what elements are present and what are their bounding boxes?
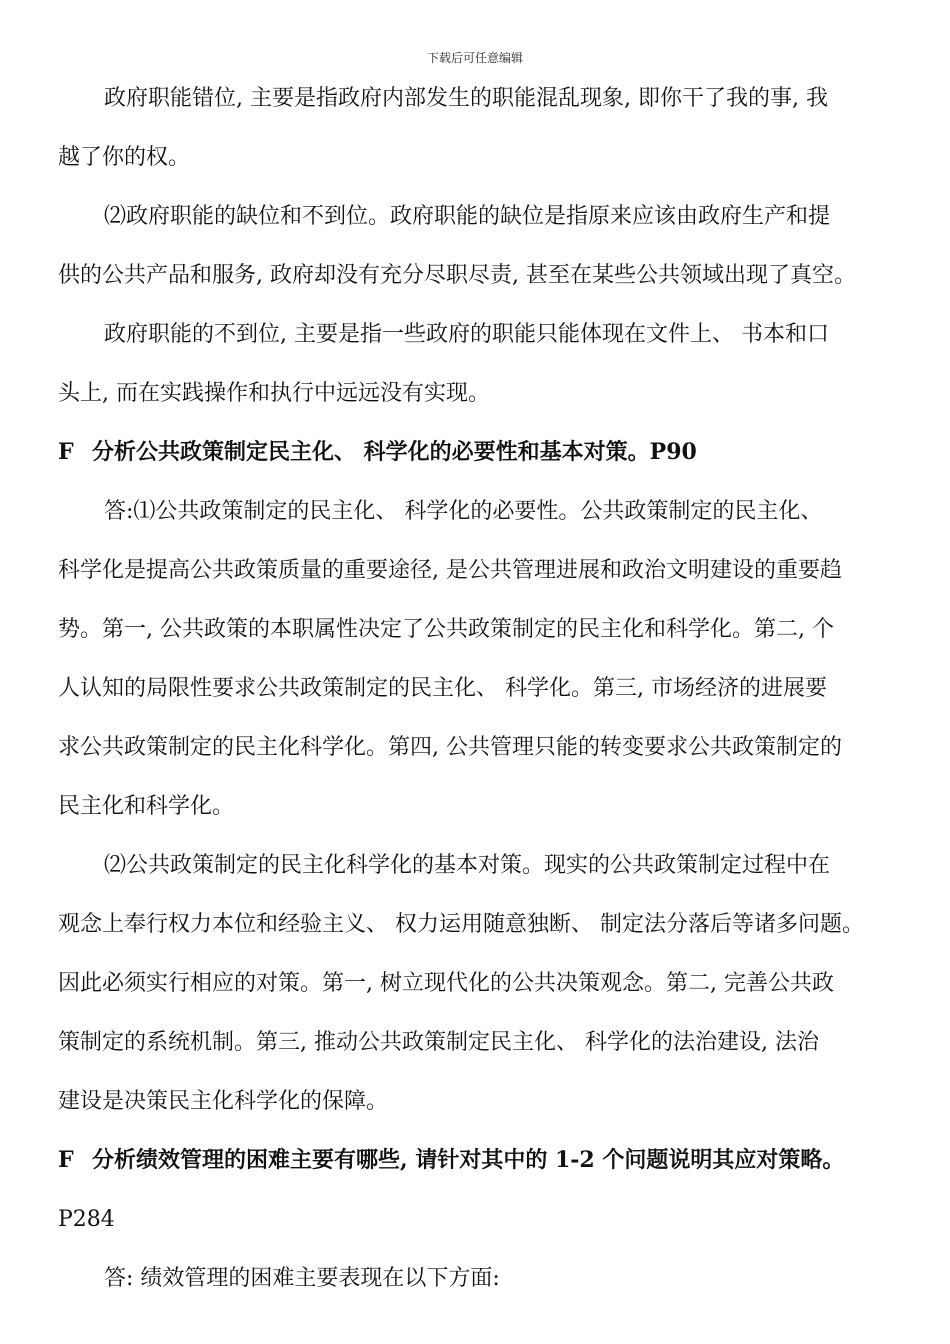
question-title: 分析公共政策制定民主化、 科学化的必要性和基本对策。P90 [92, 439, 697, 465]
paragraph-line: 因此必须实行相应的对策。第一, 树立现代化的公共决策观念。第二, 完善公共政 [58, 971, 834, 996]
question-marker: F [58, 439, 74, 465]
paragraph-line: 求公共政策制定的民主化科学化。第四, 公共管理只能的转变要求公共政策制定的 [58, 735, 842, 760]
paragraph-line: 民主化和科学化。 [58, 794, 235, 819]
paragraph-line: 越了你的权。 [58, 145, 191, 170]
question-heading-2 [58, 1131, 908, 1190]
paragraph-line: 答: 绩效管理的困难主要表现在以下方面: [104, 1266, 500, 1291]
paragraph-line: 人认知的局限性要求公共政策制定的民主化、 科学化。第三, 市场经济的进展要 [58, 676, 827, 701]
paragraph-line: 头上, 而在实践操作和执行中远远没有实现。 [58, 381, 490, 406]
paragraph-line: 供的公共产品和服务, 政府却没有充分尽职尽责, 甚至在某些公共领域出现了真空。 [58, 263, 856, 288]
paragraph-line: ⑵公共政策制定的民主化科学化的基本对策。现实的公共政策制定过程中在 [104, 853, 831, 878]
page-reference: P284 [58, 1207, 115, 1232]
paragraph-line: 政府职能错位, 主要是指政府内部发生的职能混乱现象, 即你干了我的事, 我 [104, 86, 828, 111]
paragraph-line: ⑵政府职能的缺位和不到位。政府职能的缺位是指原来应该由政府生产和提 [104, 204, 831, 229]
question-heading-1 [58, 423, 908, 482]
paragraph-line: 政府职能的不到位, 主要是指一些政府的职能只能体现在文件上、 书本和口 [104, 322, 829, 347]
paragraph-line: 答:⑴公共政策制定的民主化、 科学化的必要性。公共政策制定的民主化、 [104, 499, 823, 524]
paragraph-line: 势。第一, 公共政策的本职属性决定了公共政策制定的民主化和科学化。第二, 个 [58, 617, 834, 642]
paragraph-line: 策制定的系统机制。第三, 推动公共政策制定民主化、 科学化的法治建设, 法治 [58, 1030, 819, 1055]
paragraph-line: 科学化是提高公共政策质量的重要途径, 是公共管理进展和政治文明建设的重要趋 [58, 558, 842, 583]
document-body [58, 69, 908, 1308]
paragraph-line: 观念上奉行权力本位和经验主义、 权力运用随意独断、 制定法分落后等诸多问题。 [58, 912, 864, 937]
paragraph-line: 建设是决策民主化科学化的保障。 [58, 1089, 389, 1114]
question-title: 分析绩效管理的困难主要有哪些, 请针对其中的 1-2 个问题说明其应对策略。 [92, 1147, 845, 1173]
question-marker: F [58, 1147, 74, 1173]
header-note: 下载后可任意编辑 [426, 51, 523, 65]
